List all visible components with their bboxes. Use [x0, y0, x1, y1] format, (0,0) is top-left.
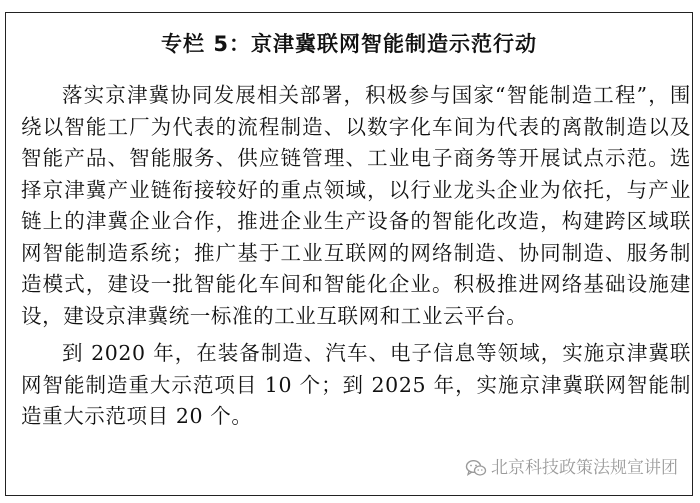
column-box: [5, 12, 693, 496]
watermark: [461, 455, 682, 481]
column-title: 专栏 5：京津冀联网智能制造示范行动: [161, 32, 537, 56]
watermark-text: 北京科技政策法规宣讲团: [491, 458, 678, 478]
wechat-icon: [465, 459, 487, 477]
paragraph: 到 2020 年，在装备制造、汽车、电子信息等领域，实施京津冀联网智能制造重大示范项目 10 个；到 2025 年，实施京津冀联网智能制造重大示范项目 20 个。: [21, 341, 691, 428]
paragraph: 落实京津冀协同发展相关部署，积极参与国家“智能制造工程”，围绕以智能工厂为代表的流程制造、以数字化车间为代表的离散制造以及智能产品、智能服务、供应链管理、工业电子商务等开展试点示范。选择京津冀产业链衔接较好的重点领域，以行业龙头企业为依托，与产业链上的津冀企业合作，推进企业生产设备的智能化改造，构建跨区域联网智能制造系统；推广基于工业互联网的网络制造、协同制造、服务制造模式，建设一批智能化车间和智能化企业。积极推进网络基础设施建设，建设京津冀统一标准的工业互联网和工业云平台。: [21, 83, 691, 328]
column-body: [21, 80, 691, 433]
